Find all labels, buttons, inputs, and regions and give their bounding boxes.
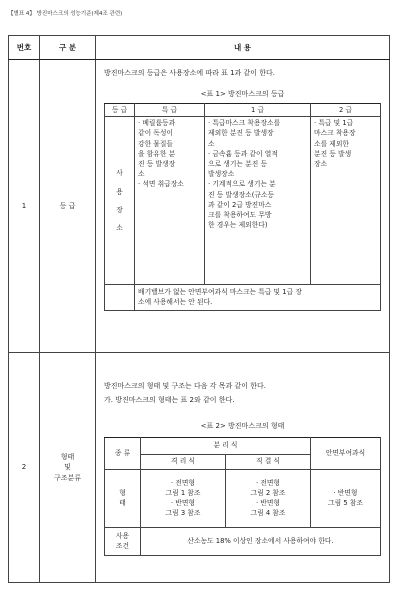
shape-char: 형 — [119, 488, 126, 497]
row2-intro1: 방진마스크의 형태 및 구조는 다음 각 목과 같이 한다. — [104, 382, 267, 390]
first-grade-line: · 기계적으로 생기는 분 — [208, 180, 276, 189]
face-filter-shapes — [311, 469, 381, 527]
row2-category-line: 구조분류 — [53, 473, 82, 482]
direct-line: 그림 2 참조 — [250, 488, 286, 497]
row2-content — [96, 353, 390, 583]
special-line: 같이 독성이 — [138, 129, 173, 138]
second-grade-line: 장소 — [314, 159, 328, 168]
use-condition-line: 조건 — [115, 542, 130, 550]
second-grade-header: 2 급 — [311, 104, 381, 117]
row2-intro2: 가. 방진마스크의 형태는 표 2와 같이 한다. — [104, 395, 235, 404]
second-grade-line: 소를 제외한 — [314, 139, 349, 148]
place-char: 사 — [116, 169, 123, 178]
second-grade-places — [311, 117, 381, 285]
first-grade-line: · 금속흄 등과 같이 열적 — [208, 149, 278, 158]
direct-shapes — [226, 469, 311, 527]
first-grade-line: 한 경우는 제외한다) — [208, 221, 268, 230]
table1-caption: <표 1> 방진마스크의 등급 — [200, 89, 285, 98]
face-filter-line: 그림 5 참조 — [328, 499, 363, 507]
shape-char: 태 — [119, 499, 126, 507]
face-filter-line: · 반면형 — [333, 488, 358, 497]
first-grade-header: 1 급 — [205, 104, 311, 117]
second-grade-line: 분진 등 발생 — [314, 149, 352, 158]
special-line: 진 등 발생장 — [138, 159, 176, 168]
header-no: 번호 — [9, 36, 40, 60]
first-grade-line: 제외한 분진 등 발생장 — [208, 129, 274, 138]
isolated-header: 격 리 식 — [141, 454, 226, 469]
performance-standard-table — [8, 35, 390, 583]
direct-header: 직 결 식 — [226, 454, 311, 469]
direct-line: 그림 4 참조 — [250, 509, 286, 518]
direct-line: · 전면형 — [255, 478, 281, 487]
kind-header: 종 류 — [105, 437, 141, 469]
grade-note — [135, 285, 381, 310]
use-condition-line: 사용 — [115, 531, 130, 540]
isolated-line: 그림 3 참조 — [165, 509, 201, 518]
row1-intro: 방진마스크의 등급은 사용장소에 따라 표 1과 같이 한다. — [104, 69, 276, 77]
first-grade-line: 진 등 발생장소(규소등 — [208, 190, 275, 199]
special-header: 특 급 — [135, 104, 205, 117]
direct-line: · 반면형 — [255, 499, 281, 507]
grade-note-line: 소에 사용해서는 안 된다. — [138, 298, 213, 307]
place-label — [105, 117, 135, 285]
isolated-line: · 전면형 — [170, 478, 196, 487]
row2-no: 2 — [9, 353, 40, 583]
special-line: 소 — [138, 170, 145, 179]
row1-content — [96, 60, 390, 353]
first-grade-places — [205, 117, 311, 285]
special-places — [135, 117, 205, 285]
row2-category-line: 및 — [64, 463, 71, 472]
first-grade-line: 크를 착용하여도 무방 — [208, 210, 272, 219]
header-category: 구 분 — [40, 36, 96, 60]
grade-table — [104, 103, 381, 311]
isolated-shapes — [141, 469, 226, 527]
row-grade — [9, 60, 390, 353]
place-char: 장 — [116, 205, 123, 214]
special-line: · 석면 취급장소 — [138, 180, 184, 189]
row2-category-line: 형태 — [60, 452, 75, 461]
separate-header: 분 리 식 — [141, 437, 311, 454]
row1-no: 1 — [9, 60, 40, 353]
special-line: 을 함유한 분 — [138, 149, 176, 158]
grade-header: 등 급 — [105, 104, 135, 117]
first-grade-line: · 특급마스크 착용장소를 — [208, 119, 281, 128]
first-grade-line: 소 — [208, 139, 215, 148]
table2-caption: <표 2> 방진마스크의 형태 — [200, 422, 285, 430]
document-caption: 【별표 4】 방진마스크의 성능기준(제4조 관련) — [8, 11, 123, 17]
first-grade-line: 과 같이 2급 방진마스 — [208, 200, 272, 209]
special-line: · 베릴륨등과 — [138, 119, 176, 128]
shape-table — [104, 437, 381, 556]
isolated-line: · 반면형 — [170, 499, 196, 507]
row1-category: 등 급 — [40, 60, 96, 353]
place-char: 용 — [116, 187, 123, 196]
first-grade-line: 발생장소 — [208, 170, 235, 179]
grade-note-line: 배기밸브가 없는 안면부여과식 마스크는 특급 및 1급 장 — [138, 288, 302, 297]
row-shape — [9, 353, 390, 583]
use-condition-text: 산소농도 18% 이상인 장소에서 사용하여야 한다. — [141, 527, 381, 555]
shape-label — [105, 469, 141, 527]
grade-note-spacer — [105, 285, 135, 310]
use-condition-label — [105, 527, 141, 555]
first-grade-line: 으로 생기는 분진 등 — [208, 159, 268, 168]
special-line: 강한 물질들 — [138, 139, 173, 148]
header-content: 내 용 — [96, 36, 390, 60]
place-char: 소 — [116, 223, 123, 232]
second-grade-line: 마스크 착용장 — [314, 129, 356, 138]
face-filter-header: 안면부여과식 — [311, 437, 381, 469]
isolated-line: 그림 1 참조 — [165, 488, 201, 497]
second-grade-line: · 특급 및 1급 — [314, 119, 354, 128]
row2-category — [40, 353, 96, 583]
